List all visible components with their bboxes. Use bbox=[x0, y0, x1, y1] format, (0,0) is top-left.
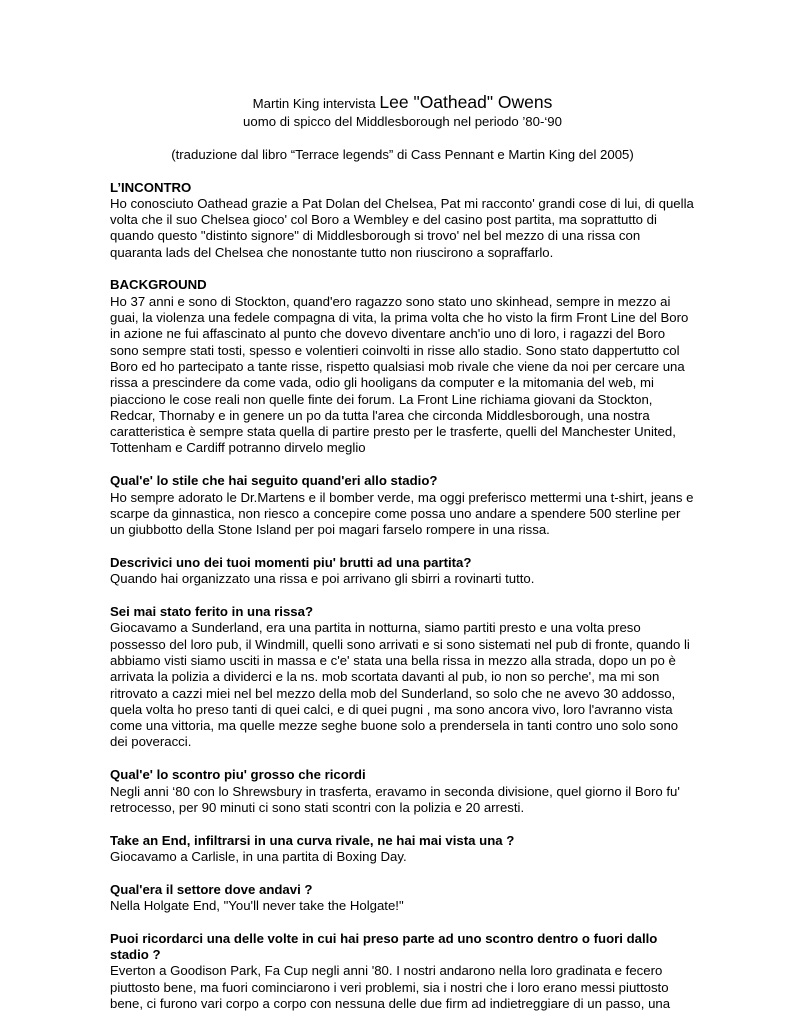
answer-text: Nella Holgate End, "You'll never take the Holgate!" bbox=[110, 897, 404, 913]
answer-text: Everton a Goodison Park, Fa Cup negli anni '80. I nostri andarono nella loro gradinata e fecero piuttosto bene, ma fuori cominciarono i veri problemi, sia i nostri che i loro erano messi piuttosto bene, ci furono vari corpo a corpo con nessuna delle due firm ad indietreggiare di un passo, una bbox=[110, 963, 671, 1011]
answer-text: Ho sempre adorato le Dr.Martens e il bomber verde, ma oggi preferisco mettermi una t-shirt, jeans e scarpe da ginnastica, non riesco a concepire come possa uno andare a spendere 500 sterline per un giubbotto della Stone Island per poi magari farselo rompere in una rissa. bbox=[110, 489, 694, 538]
title-name: Lee "Oathead" Owens bbox=[379, 92, 553, 112]
section-background bbox=[110, 277, 695, 456]
section-settore bbox=[110, 882, 695, 915]
question-heading: Qual'e' lo scontro piu' grosso che ricordi bbox=[110, 767, 366, 783]
answer-text: Quando hai organizzato una rissa e poi arrivano gli sbirri a rovinarti tutto. bbox=[110, 571, 535, 587]
question-heading: Qual'e' lo stile che hai seguito quand'eri allo stadio? bbox=[110, 473, 438, 489]
question-heading: Descrivici uno dei tuoi momenti piu' brutti ad una partita? bbox=[110, 554, 472, 570]
section-scontro-stadio bbox=[110, 931, 695, 1012]
title-prefix: Martin King intervista bbox=[252, 96, 380, 111]
section-text: Ho conosciuto Oathead grazie a Pat Dolan del Chelsea, Pat mi racconto' grandi cose di lui, di quella volta che il suo Chelsea gioco' col Boro a Wembley e del casino post partita, ma soprattutto di quando questo "distinto signore" di Middlesborough si trovo' nel bel mezzo di una rissa con quaranta lads del Chelsea che nonostante tutto non riuscirono a sopraffarlo. bbox=[110, 195, 694, 260]
translation-note: (traduzione dal libro “Terrace legends” di Cass Pennant e Martin King del 2005) bbox=[171, 147, 634, 162]
answer-text: Giocavamo a Carlisle, in una partita di Boxing Day. bbox=[110, 848, 407, 864]
question-heading: Qual'era il settore dove andavi ? bbox=[110, 881, 313, 897]
document-title bbox=[110, 92, 695, 114]
answer-text: Negli anni ‘80 con lo Shrewsbury in trasferta, eravamo in seconda divisione, quel giorno il Boro fu' retrocesso, per 90 minuti ci sono stati scontri con la polizia e 20 arresti. bbox=[110, 783, 680, 815]
section-heading: BACKGROUND bbox=[110, 277, 207, 293]
question-heading: Sei mai stato ferito in una rissa? bbox=[110, 604, 313, 620]
document-subtitle: uomo di spicco del Middlesborough nel periodo ’80-‘90 bbox=[243, 114, 562, 129]
section-heading: L’INCONTRO bbox=[110, 179, 192, 195]
section-stile bbox=[110, 473, 695, 538]
question-heading: Take an End, infiltrarsi in una curva rivale, ne hai mai vista una ? bbox=[110, 832, 515, 848]
section-momenti-brutti bbox=[110, 555, 695, 588]
section-incontro bbox=[110, 180, 695, 261]
document-page bbox=[110, 92, 695, 1012]
section-take-an-end bbox=[110, 833, 695, 866]
document-header bbox=[110, 92, 695, 130]
section-scontro-grosso bbox=[110, 767, 695, 816]
answer-text: Giocavamo a Sunderland, era una partita in notturna, siamo partiti presto e una volta preso possesso del loro pub, il Windmill, quelli sono arrivati e si sono sistemati nel pub di fronte, quando li abbiamo visti siamo usciti in massa e c'e' stata una bella rissa in mezzo alla strada, dopo un po è arrivata la polizia a dividerci e la ns. mob scortata davanti al pub, io non so perche', ma mi son ritrovato a cazzi miei nel bel mezzo della mob del Sunderland, so solo che ne avevo 30 addosso, quela volta ho preso tanti di quei calci, e di quei pugni , ma sono ancora vivo, loro l'avranno vista come una vittoria, ma quelle mezze seghe buone solo a prendersela in tanti contro uno solo sono dei poveracci. bbox=[110, 620, 690, 750]
question-heading: Puoi ricordarci una delle volte in cui hai preso parte ad uno scontro dentro o fuori dallo stadio ? bbox=[110, 930, 658, 963]
section-text: Ho 37 anni e sono di Stockton, quand'ero ragazzo sono stato uno skinhead, sempre in mezzo ai guai, la violenza una fedele compagna di vita, la prima volta che ho visto la firm Front Line del Boro in azione ne fui affascinato al punto che dovevo diventare anch'io uno di loro, i ragazzi del Boro sono sempre stati tosti, spesso e volentieri coinvolti in risse allo stadio. Sono stato dappertutto col Boro ed ho partecipato a tante risse, rispetto qualsiasi mob rivale che viene da noi per cercare una rissa a prescindere da come vada, odio gli hooligans da computer e la mitomania del web, mi piacciono le cose reali non quelle finte dei forum. La Front Line richiama giovani da Stockton, Redcar, Thornaby e in genere un po da tutta l'area che circonda Middlesborough, una nostra caratteristica è sempre stata quella di partire presto per le trasferte, quelli del Manchester United, Tottenham e Cardiff potranno dirvelo meglio bbox=[110, 293, 689, 456]
section-ferito bbox=[110, 604, 695, 751]
